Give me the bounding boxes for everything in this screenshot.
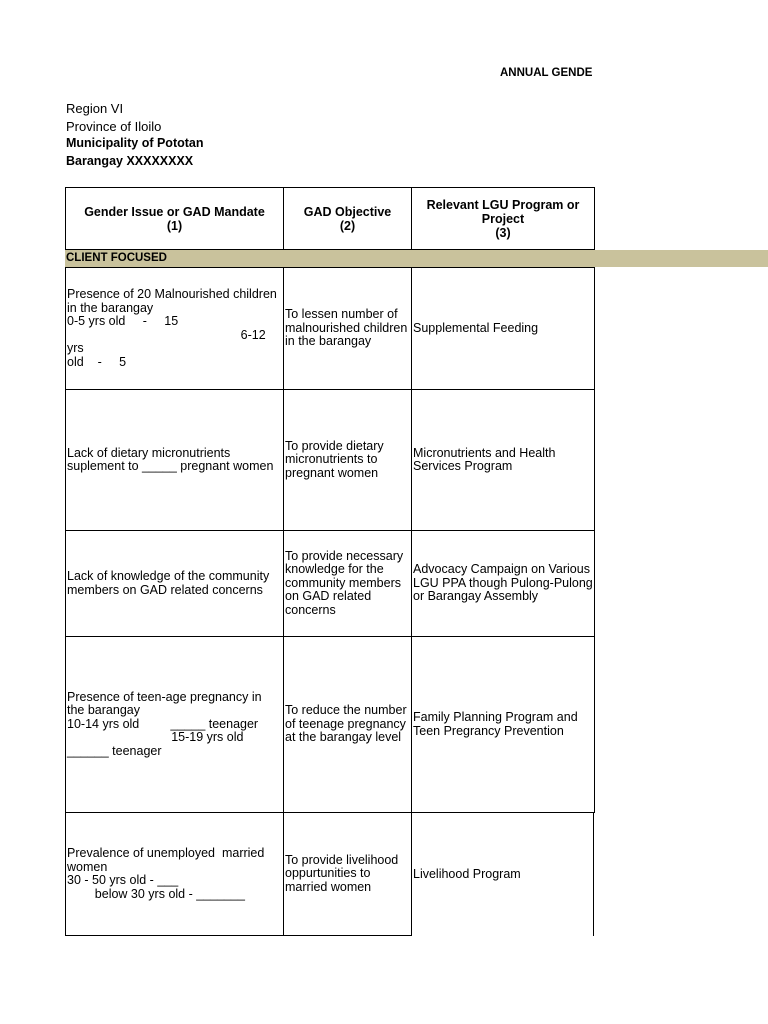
issue-cell: Lack of knowledge of the community members on GAD related concerns bbox=[67, 569, 273, 597]
document-title: ANNUAL GENDE bbox=[500, 67, 593, 79]
barangay-line: Barangay XXXXXXXX bbox=[66, 153, 194, 168]
program-cell: Livelihood Program bbox=[411, 813, 594, 936]
table-header bbox=[65, 187, 595, 250]
objective-cell: To lessen number of malnourished children in the barangay bbox=[283, 268, 411, 389]
program-cell: Supplemental Feeding bbox=[411, 268, 594, 389]
objective-cell: To provide livelihood oppurtunities to married women bbox=[283, 813, 411, 936]
region-line: Region VI bbox=[66, 101, 124, 116]
program-cell: Advocacy Campaign on Various LGU PPA though Pulong-Pulong or Barangay Assembly bbox=[411, 531, 594, 636]
objective-cell: To reduce the number of teenage pregnancy at the barangay level bbox=[283, 637, 411, 812]
province-line: Province of Iloilo bbox=[66, 118, 162, 134]
table-row bbox=[65, 637, 595, 813]
program-cell: Family Planning Program and Teen Pregrancy Prevention bbox=[411, 637, 594, 812]
issue-cell: Lack of dietary micronutrients suplement to _____ pregnant women bbox=[67, 445, 274, 473]
issue-cell: Presence of teen-age pregnancy in the barangay 10-14 yrs old _____ teenager 15-19 yrs old ______ teenager bbox=[67, 689, 262, 758]
column-header-gender-issue: Gender Issue or GAD Mandate (1) bbox=[84, 204, 265, 233]
section-client-focused: CLIENT FOCUSED bbox=[65, 250, 768, 267]
column-header-gad-objective: GAD Objective (2) bbox=[283, 188, 411, 249]
objective-cell: To provide necessary knowledge for the community members on GAD related concerns bbox=[283, 531, 411, 636]
table-row bbox=[65, 813, 595, 936]
program-cell: Micronutrients and Health Services Program bbox=[411, 390, 594, 530]
column-header-lgu-program: Relevant LGU Program or Project (3) bbox=[411, 188, 594, 249]
table-row bbox=[65, 267, 595, 390]
municipality-line: Municipality of Pototan bbox=[66, 136, 204, 150]
header-block bbox=[66, 100, 204, 170]
issue-cell: Presence of 20 Malnourished children in the barangay 0-5 yrs old - 15 6-12 yrs old - 5 bbox=[67, 287, 277, 369]
objective-cell: To provide dietary micronutrients to pregnant women bbox=[283, 390, 411, 530]
table-row bbox=[65, 390, 595, 531]
table-row bbox=[65, 531, 595, 637]
issue-cell: Prevalence of unemployed married women 30 - 50 yrs old - ___ below 30 yrs old - _______ bbox=[66, 813, 283, 936]
table-body bbox=[65, 267, 595, 936]
